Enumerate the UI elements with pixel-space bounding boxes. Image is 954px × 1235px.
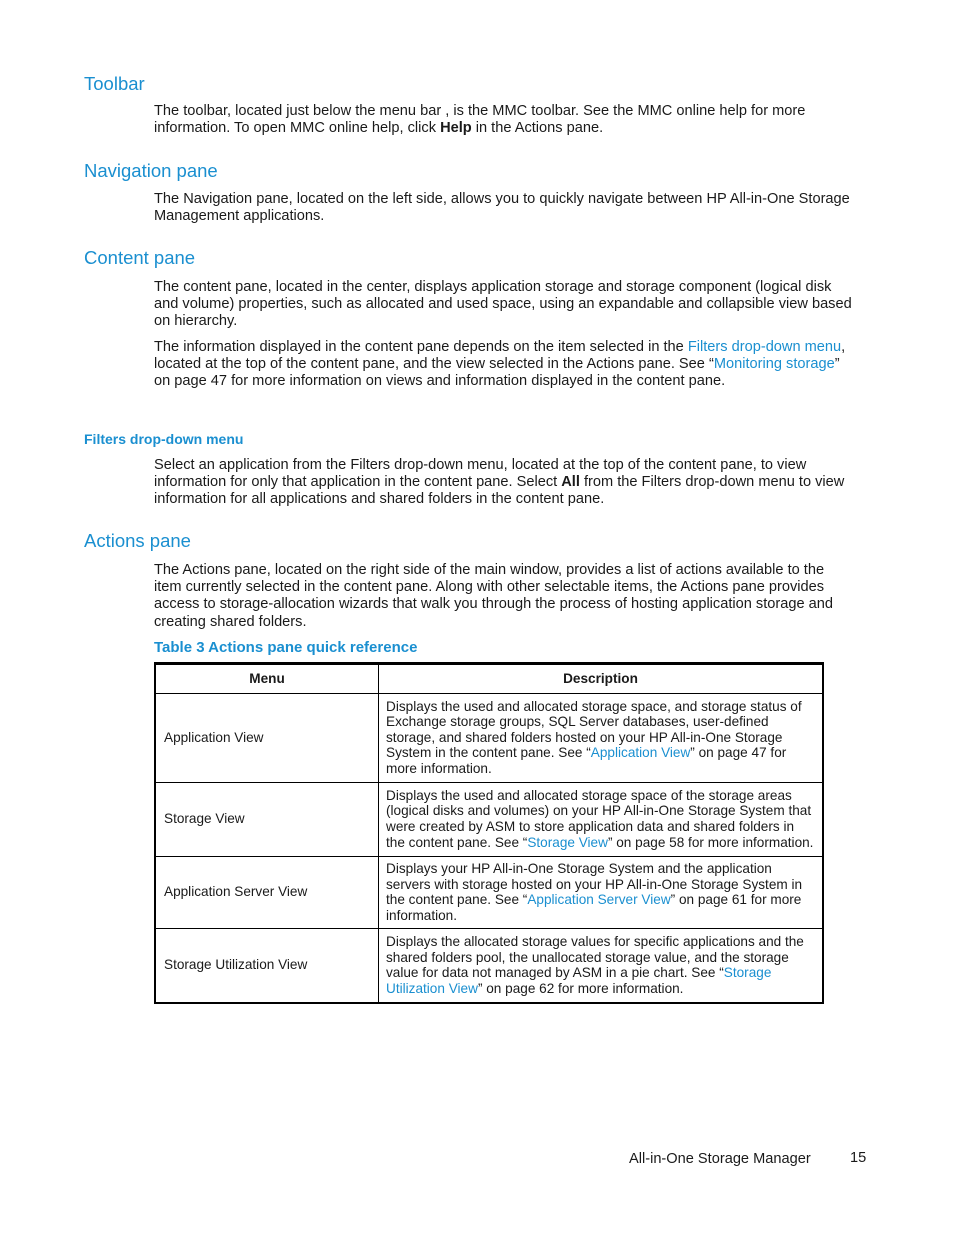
text: ” on page 62 for more information. <box>477 980 684 996</box>
toolbar-paragraph <box>154 103 854 137</box>
table-row <box>155 783 823 857</box>
text: in the Actions pane. <box>471 120 604 137</box>
column-header-menu: Menu <box>155 664 379 694</box>
text: , located at the top of the content pane, and the view selected in the Actions pane. See “ <box>154 339 846 373</box>
filters-paragraph <box>154 457 854 509</box>
text: Select an application from the Filters drop-down menu, located at the top of the content pane, to view information for only that application in the content pane. Select <box>154 457 807 491</box>
filters-dropdown-menu-link[interactable]: Filters drop-down menu <box>687 339 842 355</box>
table-row <box>155 857 823 929</box>
navigation-paragraph: The Navigation pane, located on the left side, allows you to quickly navigate between HP All-in-One Storage Management applications. <box>154 191 850 225</box>
page-number: 15 <box>850 1150 867 1166</box>
section-heading-content-pane: Content pane <box>84 247 196 268</box>
monitoring-storage-link[interactable]: Monitoring storage <box>713 356 835 373</box>
text: ” on page 58 for more information. <box>607 834 814 850</box>
storage-view-link[interactable]: Storage View <box>527 834 608 850</box>
section-heading-actions-pane: Actions pane <box>84 530 191 551</box>
menu-cell: Storage Utilization View <box>155 929 379 1003</box>
content-paragraph-1: The content pane, located in the center, displays application storage and storage component (logical disk and volume) properties, such as allocated and used space, using an expandable and collapsible view based on hierarchy. <box>154 279 852 330</box>
table-row <box>155 694 823 783</box>
menu-cell: Application Server View <box>155 857 379 929</box>
actions-reference-table <box>154 662 824 1004</box>
text: ” on page 61 for more information. <box>386 892 802 923</box>
description-cell <box>379 929 824 1003</box>
text: Displays the allocated storage values for specific applications and the shared folders pool, the unallocated storage value, and the storage value for data not managed by ASM in a pie chart. See “ <box>386 933 804 981</box>
text: ” on page 47 for more information. <box>386 745 787 776</box>
description-cell <box>379 783 824 857</box>
text: from the Filters drop-down menu to view information for all applications and shared folders in the content pane. <box>154 474 845 508</box>
section-heading-toolbar: Toolbar <box>84 73 145 94</box>
text: Displays the used and allocated storage space of the storage areas (logical disks and volumes) on your HP All-in-One Storage System that were created by ASM to store application data and shared folders in the content pane. See “ <box>386 787 812 850</box>
section-heading-navigation-pane: Navigation pane <box>84 160 218 181</box>
subsection-heading-filters: Filters drop-down menu <box>84 431 244 447</box>
bold-term-all: All <box>561 474 580 491</box>
footer-title: All-in-One Storage Manager <box>629 1151 811 1167</box>
table-caption: Table 3 Actions pane quick reference <box>154 639 418 656</box>
column-header-description: Description <box>379 664 824 694</box>
menu-cell: Application View <box>155 694 379 783</box>
menu-cell: Storage View <box>155 783 379 857</box>
storage-utilization-view-link[interactable]: Storage Utilization View <box>386 965 772 996</box>
application-view-link[interactable]: Application View <box>590 745 691 761</box>
table-header-row <box>155 664 823 694</box>
application-server-view-link[interactable]: Application Server View <box>527 892 671 908</box>
table-row <box>155 929 823 1003</box>
text: ” on page 47 for more information on views and information displayed in the content pane. <box>154 356 840 390</box>
text: Displays the used and allocated storage space, and storage status of Exchange storage groups, SQL Server databases, user-defined storage, and shared folders hosted on your HP All-in-One Storage System in the content pane. See “ <box>386 698 802 761</box>
actions-paragraph: The Actions pane, located on the right side of the main window, provides a list of actions available to the item currently selected in the content pane. Along with other selectable items, the Actions pane provides access to storage-allocation wizards that walk you through the process of hosting application storage and creating shared folders. <box>154 562 834 630</box>
bold-term-help: Help <box>440 120 472 137</box>
description-cell <box>379 694 824 783</box>
content-paragraph-2 <box>154 339 854 391</box>
text: The toolbar, located just below the menu bar , is the MMC toolbar. See the MMC online help for more information. To open MMC online help, click <box>154 103 806 137</box>
text: Displays your HP All-in-One Storage System and the application servers with storage hosted on your HP All-in-One Storage System in the content pane. See “ <box>386 861 803 908</box>
description-cell <box>379 857 824 929</box>
text: The information displayed in the content pane depends on the item selected in the <box>154 339 688 355</box>
